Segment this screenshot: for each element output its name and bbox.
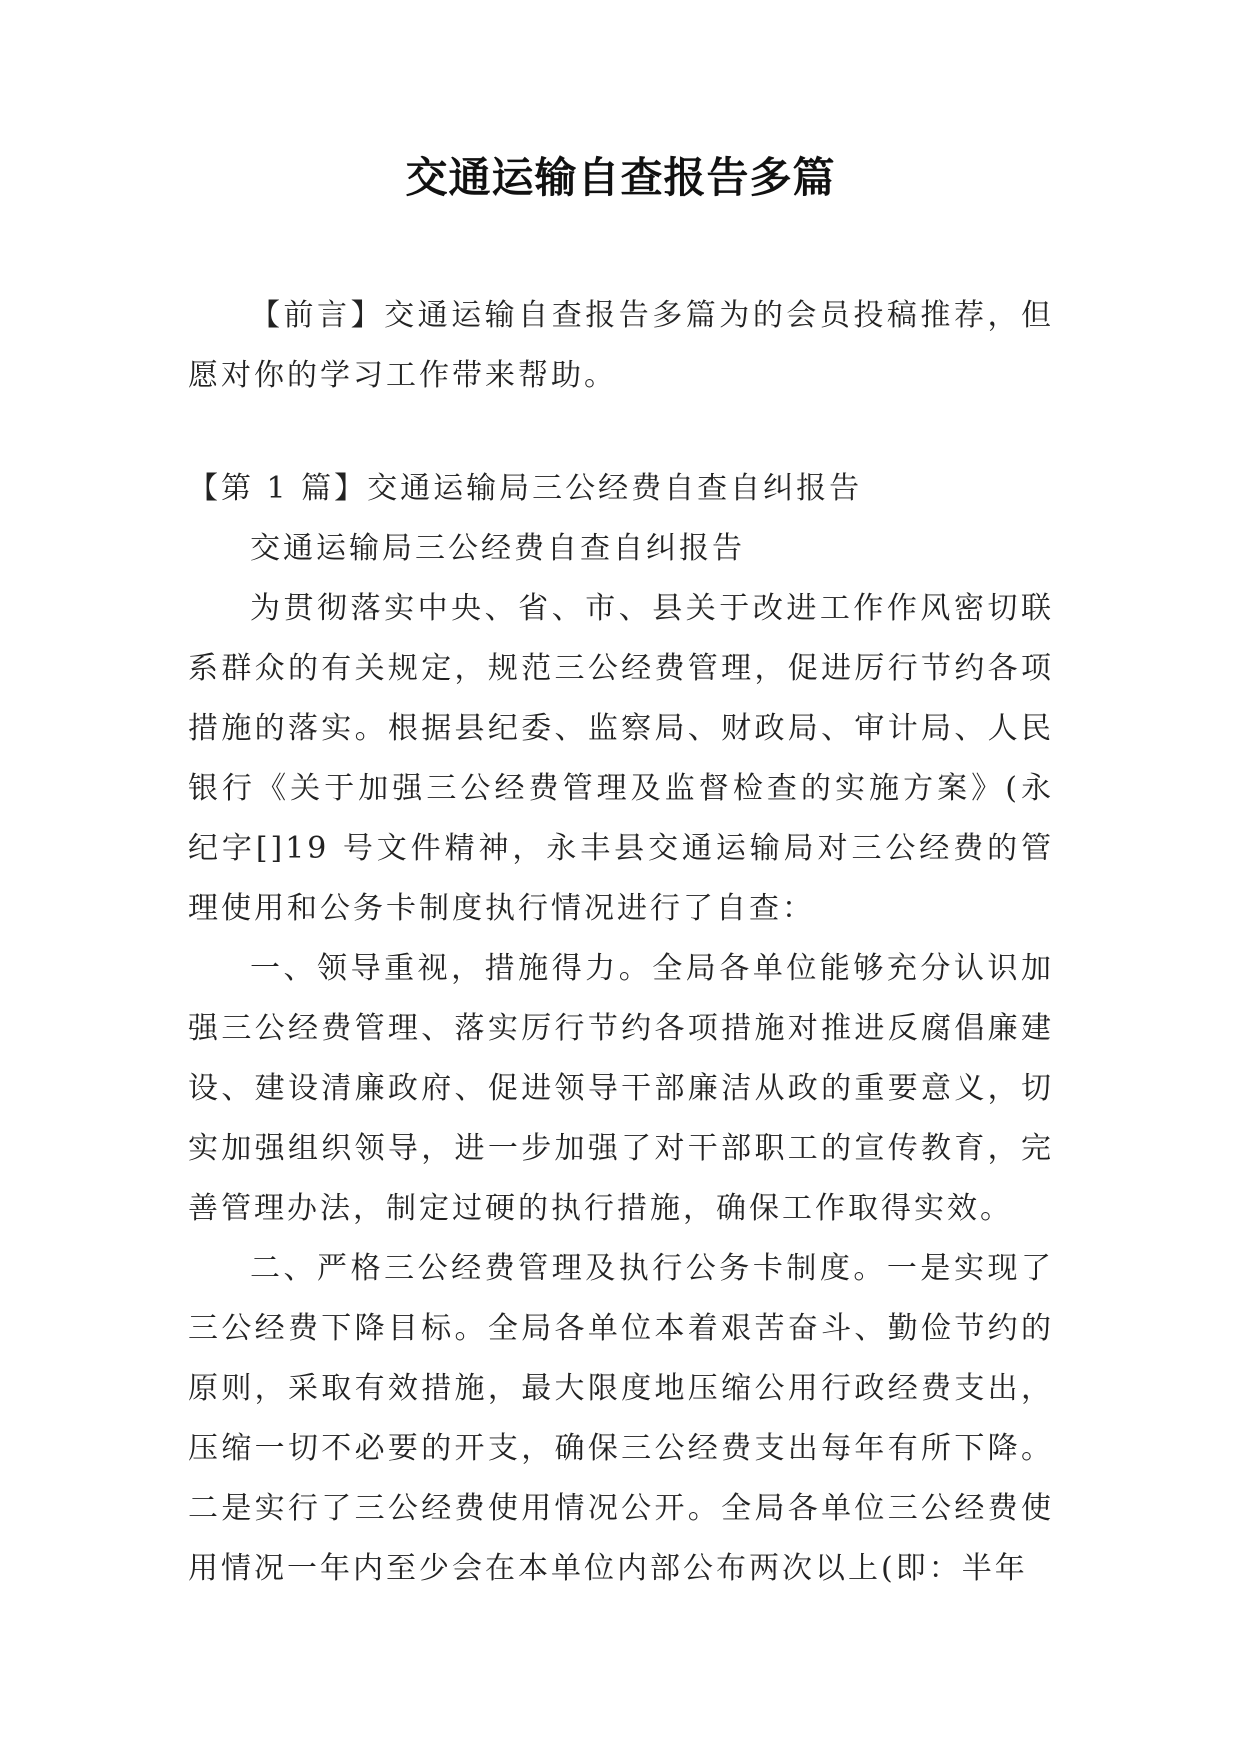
preface-paragraph: 【前言】交通运输自查报告多篇为的会员投稿推荐，但愿对你的学习工作带来帮助。 bbox=[188, 298, 1054, 393]
article-heading: 【第 1 篇】交通运输局三公经费自查自纠报告 bbox=[188, 471, 863, 506]
document-title: 交通运输自查报告多篇 bbox=[405, 153, 836, 202]
article-block bbox=[188, 459, 1054, 1599]
article-subtitle: 交通运输局三公经费自查自纠报告 bbox=[250, 531, 745, 566]
article-paragraph-3: 二、严格三公经费管理及执行公务卡制度。一是实现了三公经费下降目标。全局各单位本着艰苦奋斗、勤俭节约的原则，采取有效措施，最大限度地压缩公用行政经费支出，压缩一切不必要的开支，确保三公经费支出每年有所下降。二是实行了三公经费使用情况公开。全局各单位三公经费使用情况一年内至少会在本单位内部公布两次以上(即：半年 bbox=[188, 1251, 1054, 1586]
article-paragraph-2: 一、领导重视，措施得力。全局各单位能够充分认识加强三公经费管理、落实厉行节约各项措施对推进反腐倡廉建设、建设清廉政府、促进领导干部廉洁从政的重要意义，切实加强组织领导，进一步加强了对干部职工的宣传教育，完善管理办法，制定过硬的执行措施，确保工作取得实效。 bbox=[188, 951, 1054, 1226]
article-paragraph-1: 为贯彻落实中央、省、市、县关于改进工作作风密切联系群众的有关规定，规范三公经费管理，促进厉行节约各项措施的落实。根据县纪委、监察局、财政局、审计局、人民银行《关于加强三公经费管理及监督检查的实施方案》(永纪字[]19 号文件精神，永丰县交通运输局对三公经费的管理使用和公务卡制度执行情况进行了自查： bbox=[188, 591, 1054, 926]
preface-block bbox=[188, 286, 1054, 406]
